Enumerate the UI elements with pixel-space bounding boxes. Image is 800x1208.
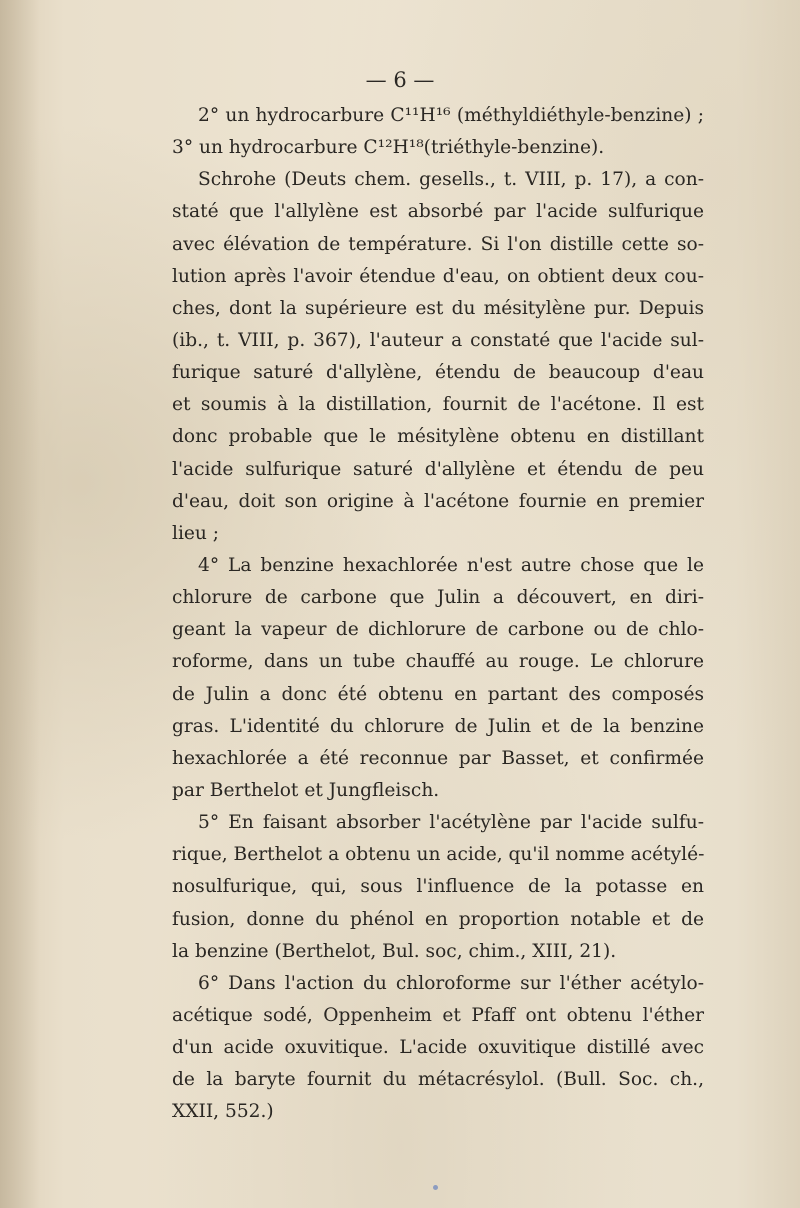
text-line: de la baryte fournit du métacrésylol. (Bull. Soc. ch., bbox=[172, 1069, 704, 1091]
text-line: lution après l'avoir étendue d'eau, on obtient deux cou- bbox=[172, 265, 704, 287]
text-line: 2° un hydrocarbure C¹¹H¹⁶ (méthyldiéthyle-benzine) ; bbox=[198, 105, 704, 126]
text-line: de Julin a donc été obtenu en partant des composés bbox=[172, 683, 704, 705]
text-line: chlorure de carbone que Julin a découvert, en diri- bbox=[172, 587, 704, 609]
text-line: d'eau, doit son origine à l'acétone fournie en premier bbox=[172, 490, 704, 512]
text-line: Schrohe (Deuts chem. gesells., t. VIII, p. 17), a con- bbox=[198, 169, 704, 191]
text-line: et soumis à la distillation, fournit de l'acétone. Il est bbox=[172, 394, 704, 416]
page-number: — 6 — bbox=[365, 68, 435, 92]
ink-dot bbox=[433, 1185, 438, 1190]
text-line: donc probable que le mésitylène obtenu en distillant bbox=[172, 426, 704, 448]
page-edge-shadow bbox=[0, 0, 40, 1208]
text-line: nosulfurique, qui, sous l'influence de la potasse en bbox=[172, 876, 704, 898]
text-line: gras. L'identité du chlorure de Julin et de la benzine bbox=[172, 715, 704, 737]
text-line: fusion, donne du phénol en proportion notable et de bbox=[172, 908, 704, 930]
text-line: ches, dont la supérieure est du mésitylène pur. Depuis bbox=[172, 297, 704, 319]
text-line: la benzine (Berthelot, Bul. soc, chim., XIII, 21). bbox=[172, 940, 617, 962]
text-line: staté que l'allylène est absorbé par l'acide sulfurique bbox=[172, 201, 704, 223]
text-line: geant la vapeur de dichlorure de carbone ou de chlo- bbox=[172, 619, 704, 641]
text-line: 4° La benzine hexachlorée n'est autre chose que le bbox=[198, 554, 704, 576]
text-line: 3° un hydrocarbure C¹²H¹⁸(triéthyle-benzine). bbox=[172, 137, 605, 159]
text-line: acétique sodé, Oppenheim et Pfaff ont obtenu l'éther bbox=[172, 1004, 704, 1026]
text-line: rique, Berthelot a obtenu un acide, qu'il nomme acétylé- bbox=[172, 844, 705, 866]
text-line: 6° Dans l'action du chloroforme sur l'éther acétylo- bbox=[198, 972, 704, 994]
text-line: par Berthelot et Jungfleisch. bbox=[172, 779, 440, 801]
body-text bbox=[172, 100, 704, 1129]
text-line: d'un acide oxuvitique. L'acide oxuvitique distillé avec bbox=[172, 1037, 704, 1059]
text-line: roforme, dans un tube chauffé au rouge. Le chlorure bbox=[172, 651, 704, 673]
text-line: furique saturé d'allylène, étendu de beaucoup d'eau bbox=[172, 362, 704, 384]
text-line: l'acide sulfurique saturé d'allylène et étendu de peu bbox=[172, 458, 704, 480]
text-line: 5° En faisant absorber l'acétylène par l'acide sulfu- bbox=[198, 812, 704, 834]
text-line: hexachlorée a été reconnue par Basset, et confirmée bbox=[172, 747, 704, 769]
text-line: avec élévation de température. Si l'on distille cette so- bbox=[172, 233, 704, 255]
text-line: lieu ; bbox=[172, 522, 220, 544]
text-line: (ib., t. VIII, p. 367), l'auteur a constaté que l'acide sul- bbox=[172, 329, 704, 351]
text-line: XXII, 552.) bbox=[172, 1101, 274, 1123]
